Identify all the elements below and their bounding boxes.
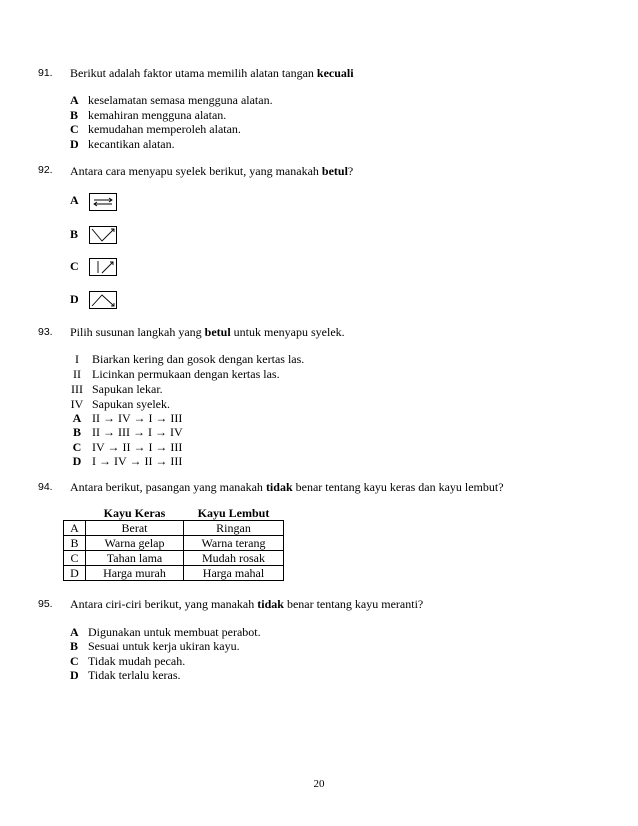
- answer-option[interactable]: [70, 122, 241, 137]
- cell-lembut: Mudah rosak: [184, 551, 284, 566]
- cell-keras: Harga murah: [86, 566, 184, 581]
- option-letter: A: [70, 193, 79, 207]
- comparison-table: [63, 506, 284, 581]
- cell-lembut: Warna terang: [184, 536, 284, 551]
- table-row[interactable]: [64, 521, 284, 536]
- option-letter: A: [72, 411, 82, 425]
- table-row[interactable]: [64, 536, 284, 551]
- step-text: Sapukan lekar.: [92, 382, 163, 396]
- option-letter: B: [70, 108, 79, 122]
- option-letter: B: [70, 227, 79, 241]
- option-text: kecantikan alatan.: [88, 137, 175, 151]
- answer-option[interactable]: [62, 454, 182, 469]
- option-text: II → III → I → IV: [92, 425, 183, 439]
- stem-text: Antara berikut, pasangan yang manakah: [70, 480, 266, 494]
- step-text: Biarkan kering dan gosok dengan kertas las.: [92, 352, 305, 366]
- step-item: [62, 397, 170, 412]
- answer-option[interactable]: [70, 108, 226, 123]
- answer-option[interactable]: [70, 227, 88, 242]
- step-numeral: I: [75, 352, 79, 366]
- question-stem: [70, 597, 423, 612]
- step-numeral: II: [73, 367, 81, 381]
- stem-emphasis: tidak: [265, 480, 293, 494]
- question-number: 95.: [38, 598, 53, 610]
- option-letter: D: [70, 292, 79, 306]
- step-item: [62, 352, 304, 367]
- option-text: Tidak mudah pecah.: [88, 654, 186, 668]
- table-row[interactable]: [64, 551, 284, 566]
- stem-text: Berikut adalah faktor utama memilih alatan tangan: [70, 66, 317, 80]
- cell-lembut: Harga mahal: [184, 566, 284, 581]
- option-text: Digunakan untuk membuat perabot.: [88, 625, 261, 639]
- answer-option[interactable]: [62, 440, 182, 455]
- answer-option[interactable]: [70, 137, 175, 152]
- vertical-diagonal-stroke-icon: [89, 258, 117, 276]
- cell-keras: Tahan lama: [86, 551, 184, 566]
- cell-lembut: Ringan: [184, 521, 284, 536]
- answer-option[interactable]: [70, 668, 181, 683]
- option-text: Sesuai untuk kerja ukiran kayu.: [88, 639, 240, 653]
- table-row[interactable]: [64, 566, 284, 581]
- option-letter: D: [70, 668, 79, 682]
- answer-option[interactable]: [70, 292, 88, 307]
- answer-option[interactable]: [62, 411, 182, 426]
- question-number: 92.: [38, 164, 53, 176]
- answer-option[interactable]: [62, 425, 183, 440]
- v-stroke-icon: [89, 226, 117, 244]
- option-text: kemahiran mengguna alatan.: [88, 108, 227, 122]
- answer-option[interactable]: [70, 93, 273, 108]
- step-numeral: III: [71, 382, 83, 396]
- row-letter: B: [64, 536, 86, 551]
- stem-text: benar tentang kayu keras dan kayu lembut?: [292, 480, 504, 494]
- inverted-v-stroke-icon: [89, 291, 117, 309]
- option-text: I → IV → II → III: [92, 454, 183, 468]
- answer-option[interactable]: [70, 654, 185, 669]
- question-stem: [70, 480, 504, 495]
- option-text: kemudahan memperoleh alatan.: [88, 122, 241, 136]
- row-letter: C: [64, 551, 86, 566]
- option-letter: A: [70, 93, 79, 107]
- question-stem: [70, 325, 345, 340]
- stem-emphasis: betul: [321, 164, 348, 178]
- cell-keras: Berat: [86, 521, 184, 536]
- header-kayu-keras: Kayu Keras: [86, 506, 184, 521]
- option-letter: D: [72, 454, 82, 468]
- question-number: 93.: [38, 326, 53, 338]
- step-item: [62, 382, 163, 397]
- header-kayu-lembut: Kayu Lembut: [184, 506, 284, 521]
- stem-emphasis: tidak: [257, 597, 284, 611]
- cell-keras: Warna gelap: [86, 536, 184, 551]
- question-number: 94.: [38, 481, 53, 493]
- question-stem: [70, 164, 353, 179]
- option-letter: C: [70, 122, 79, 136]
- stem-text: benar tentang kayu meranti?: [283, 597, 424, 611]
- answer-option[interactable]: [70, 193, 88, 208]
- row-letter: A: [64, 521, 86, 536]
- page-number: 20: [313, 778, 325, 790]
- option-letter: B: [72, 425, 81, 439]
- row-letter: D: [64, 566, 86, 581]
- stem-text: ?: [347, 164, 354, 178]
- answer-option[interactable]: [70, 625, 261, 640]
- stem-text: untuk menyapu syelek.: [230, 325, 345, 339]
- header-blank: [64, 506, 86, 521]
- stem-text: Antara ciri-ciri berikut, yang manakah: [70, 597, 258, 611]
- option-letter: A: [70, 625, 79, 639]
- option-letter: C: [72, 440, 82, 454]
- stem-emphasis: kecuali: [316, 66, 354, 80]
- stem-text: Pilih susunan langkah yang: [70, 325, 205, 339]
- step-numeral: IV: [70, 397, 84, 411]
- option-letter: B: [70, 639, 79, 653]
- answer-option[interactable]: [70, 259, 88, 274]
- option-text: II → IV → I → III: [92, 411, 183, 425]
- horizontal-arrows-icon: [89, 193, 117, 211]
- question-number: 91.: [38, 67, 53, 79]
- question-stem: [70, 66, 354, 81]
- option-text: keselamatan semasa mengguna alatan.: [88, 93, 273, 107]
- option-letter: C: [70, 654, 79, 668]
- answer-option[interactable]: [70, 639, 240, 654]
- option-text: IV → II → I → III: [92, 440, 183, 454]
- step-text: Sapukan syelek.: [92, 397, 170, 411]
- table-header-row: [64, 506, 284, 521]
- stem-emphasis: betul: [204, 325, 231, 339]
- option-letter: D: [70, 137, 79, 151]
- stem-text: Antara cara menyapu syelek berikut, yang manakah: [70, 164, 322, 178]
- option-text: Tidak terlalu keras.: [88, 668, 181, 682]
- step-item: [62, 367, 280, 382]
- option-letter: C: [70, 259, 79, 273]
- step-text: Licinkan permukaan dengan kertas las.: [92, 367, 280, 381]
